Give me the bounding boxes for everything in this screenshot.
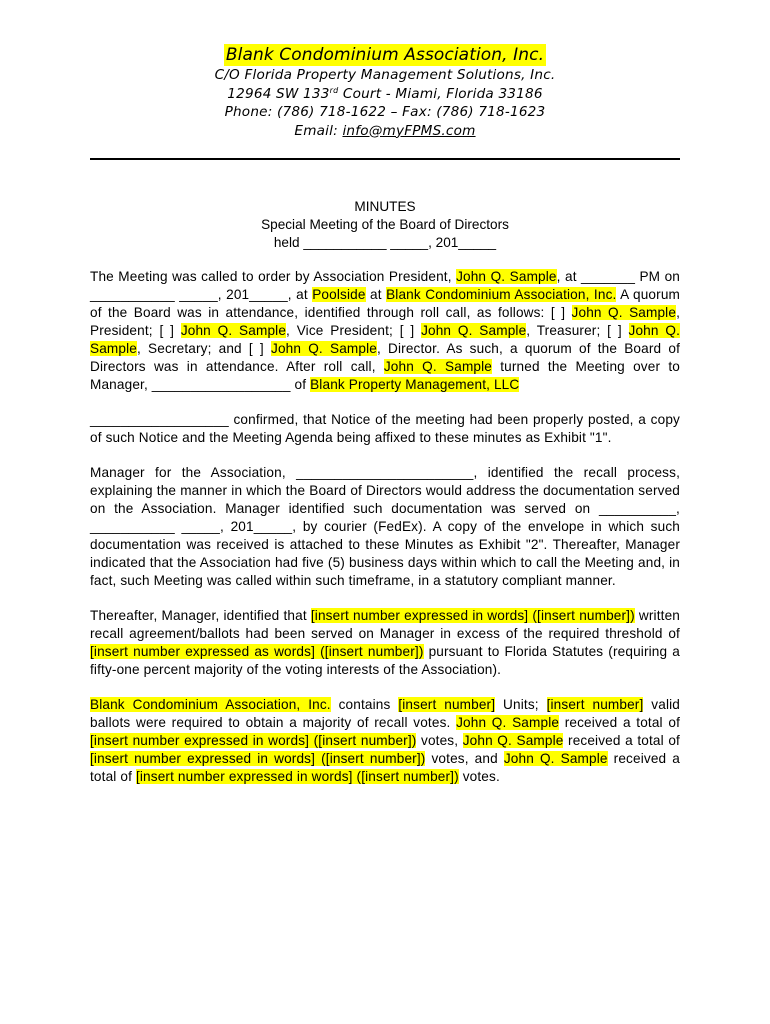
email-link[interactable]: info@myFPMS.com: [342, 122, 476, 139]
minutes-body: [90, 268, 680, 803]
paragraph-ballots-served: Thereafter, Manager, identified that [insert number expressed in words] ([insert number]) written recall agreement/ballots had been served on Manager in excess of the required threshold of [insert number expressed as words] ([insert number]) pursuant to Florida Statutes (requiring a fifty-one percent majority of the voting interests of the Association).: [90, 608, 681, 677]
paragraph-recall-process: Manager for the Association, _______________________, identified the recall process, explaining the manner in which the Board of Directors would address the documentation served on the Association. Manager identified such documentation was served on __________, ___________ _____, 201_____, by courier (FedEx). A copy of the envelope in which such documentation was received is attached to these Minutes as Exhibit "2". Thereafter, Manager indicated that the Association had five (5) business days within which to call the Meeting and, in fact, such Meeting was called within such timeframe, in a statutory compliant manner.: [90, 465, 680, 588]
meeting-type: Special Meeting of the Board of Directors: [261, 217, 509, 232]
paragraph-vote-totals: Blank Condominium Association, Inc. contains [insert number] Units; [insert number] valid ballots were required to obtain a majority of recall votes. John Q. Sample received a total of [insert number expressed in words] ([insert number]) votes, John Q. Sample received a total of [insert number expressed in words] ([insert number]) votes, and John Q. Sample received a total of [insert number expressed in words] ([insert number]) votes.: [90, 697, 681, 784]
email-line: Email: info@myFPMS.com: [294, 122, 476, 139]
minutes-title-block: [90, 198, 680, 252]
minutes-heading: MINUTES: [354, 199, 416, 214]
care-of-line: C/O Florida Property Management Solutions, Inc.: [214, 67, 556, 83]
address-line: 12964 SW 133rd Court - Miami, Florida 33186: [227, 85, 543, 102]
meeting-date-line: held ___________ _____, 201_____: [273, 235, 497, 250]
paragraph-call-to-order: The Meeting was called to order by Association President, John Q. Sample, at _______ PM on ___________ _____, 201_____, at Poolside at Blank Condominium Association, Inc. A quorum of the Board was in attendance, identified through roll call, as follows: [ ] John Q. Sample, President; [ ] John Q. Sample, Vice President; [ ] John Q. Sample, Treasurer; [ ] John Q. Sample, Secretary; and [ ] John Q. Sample, Director. As such, a quorum of the Board of Directors was in attendance. After roll call, John Q. Sample turned the Meeting over to Manager, __________________ of Blank Property Management, LLC: [90, 269, 681, 392]
paragraph-notice: __________________ confirmed, that Notice of the meeting had been properly posted, a copy of such Notice and the Meeting Agenda being affixed to these minutes as Exhibit "1".: [90, 412, 680, 445]
letterhead: [90, 44, 680, 140]
phone-fax-line: Phone: (786) 718-1622 – Fax: (786) 718-1623: [224, 104, 546, 120]
association-name: Blank Condominium Association, Inc.: [225, 45, 545, 65]
header-divider: [90, 158, 680, 160]
